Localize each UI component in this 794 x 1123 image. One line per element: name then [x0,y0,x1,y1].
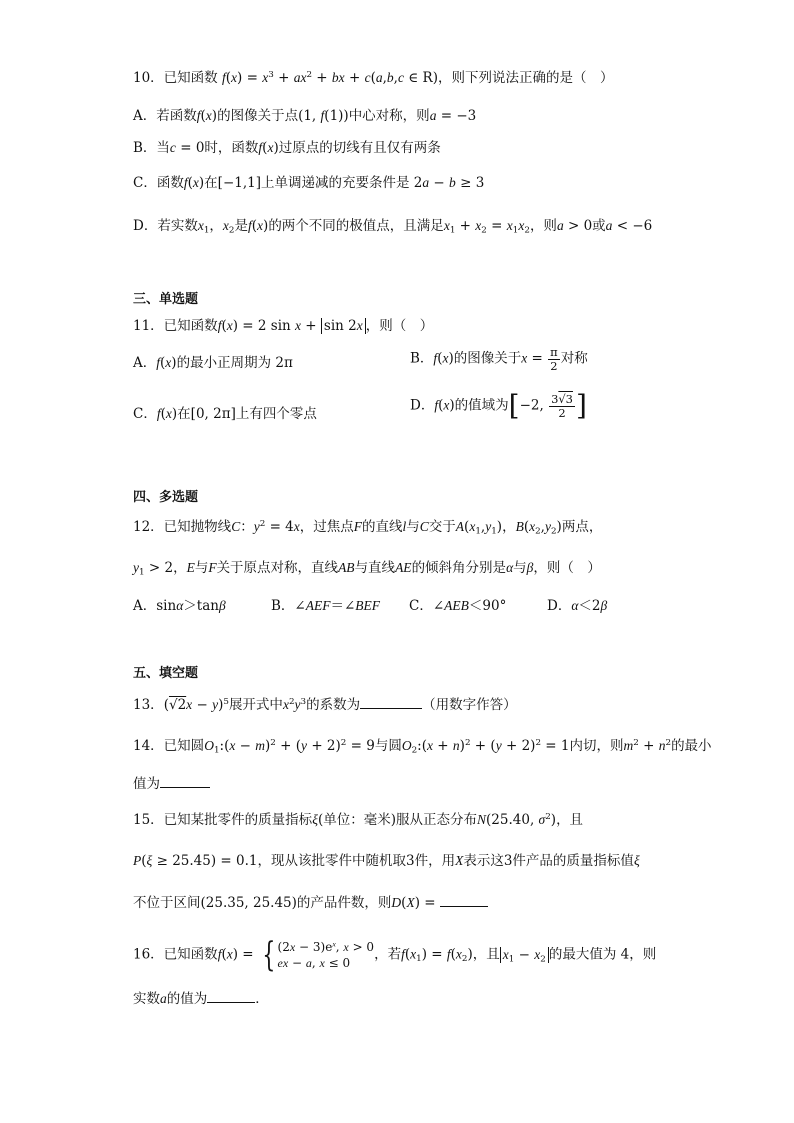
q11-stem: 11．已知函数f(x) = 2 sin x + sin 2x ，则（ ） [133,318,434,334]
q12-option-c: C．∠AEB＜90° [409,598,507,614]
q14-answer-blank[interactable] [160,775,210,788]
section-heading-fill-in: 五、填空题 [133,666,199,681]
q14: 14．已知圆$O_1:(x - m)^2 + (y + 2)^2 = 9$与圆$O_2:(x + n)^2 + (y + 2)^2 = 1$内切，则$m^2 + n^2$的最小 [133,737,712,756]
q12-option-b: B．∠AEF＝∠BEF [271,598,381,614]
q14-line2: 值为 [133,775,210,792]
q15-answer-blank[interactable] [440,894,488,907]
q12-stem: 12．已知抛物线C：$y^2 = 4x$，过焦点F的直线l与C交于$A(x_1,y_1)$，$B(x_2,y_2)$两点， [133,518,603,537]
q12-stem-line2: $y_1 > 2$，E与F关于原点对称，直线AB与直线AE的倾斜角分别是α与β，则（ ） [133,560,601,578]
q11-option-b: B．f(x)的图像关于x = $\frac{\pi}{2}$ 对称 [410,345,588,373]
q10-option-b: B．当c = 0时，函数f(x)过原点的切线有且仅有两条 [133,140,441,156]
q16-answer-blank[interactable] [207,990,255,1003]
q15: 15．已知某批零件的质量指标ξ(单位：毫米)服从正态分布N(25.40, $\sigma^2$)，且 [133,811,584,828]
q13: 13．$(√2x - y)^5$展开式中$x^2y^3$的系数为 （用数字作答） [133,696,517,713]
q16: 16．已知函数f(x) = { $(2x - 3)e^x$, x > 0 ex − a, x ≤ 0 ，若$f(x_1) = f(x_2)$，且 $x_1 - x_2$ 的最大值为 4，则 [133,935,657,975]
q16-line2: 实数a的值为 ． [133,991,269,1007]
q12-option-d: D．α＜2β [547,598,608,614]
q11-option-d: D．f(x)的值域为[−2, $\frac{3√3}{2}$ ] [410,389,587,422]
q11-option-c: C．f(x)在[0, 2π]上有四个零点 [133,406,317,422]
q13-answer-blank[interactable] [360,696,422,709]
section-heading-multiple-choice: 四、多选题 [133,490,199,505]
q10-stem: 10．已知函数 $f(x) = x^3 + ax^2$ + bx + c(a,b,c ∈ R)，则下列说法正确的是（ ） [133,69,614,86]
q10-option-c: C．函数f(x)在[−1,1]上单调递减的充要条件是 2a − b ≥ 3 [133,175,485,191]
q11-option-a: A．f(x)的最小正周期为 2π [133,355,293,371]
q12-option-a: A．sinα＞tanβ [133,598,226,614]
q15-line2: P(ξ ≥ 25.45) = 0.1，现从该批零件中随机取3件，用X表示这3件产品的质量指标值ξ [133,853,640,869]
q10-option-d: D．若实数$x_1$，$x_2$是f(x)的两个不同的极值点，且满足$x_1 + x_2 = x_1x_2$，则a > 0或a < −6 [133,218,653,236]
q10-option-a: A．若函数f(x)的图像关于点(1, f(1))中心对称，则a = −3 [133,108,477,124]
section-heading-single-choice: 三、单选题 [133,292,199,307]
q15-line3: 不位于区间(25.35, 25.45)的产品件数，则D(X) = [133,894,488,911]
